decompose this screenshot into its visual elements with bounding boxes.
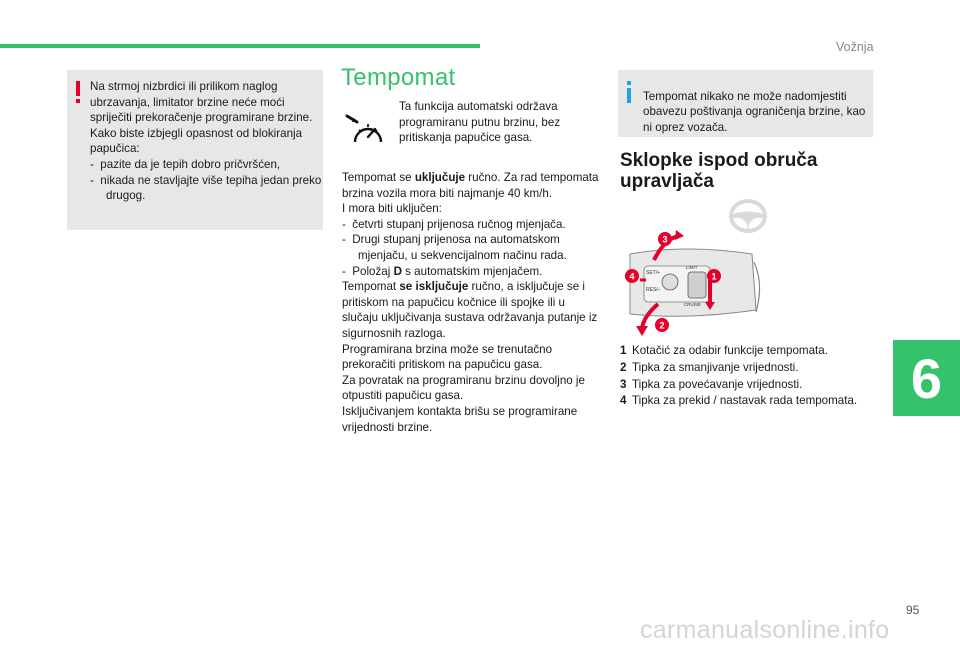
set-plus-label: SET/+ (646, 270, 661, 276)
mode-selector (688, 272, 706, 298)
info-text: Tempomat nikako ne može nadomjestiti obavezu poštivanja ograničenja brzine, kao ni oprez vozača. (643, 89, 866, 134)
cruise-control-speedometer-icon (345, 112, 387, 148)
legend-item: 2 Tipka za smanjivanje vrijednosti. (620, 360, 799, 374)
warning-bullet: - nikada ne stavljajte više tepiha jedan preko drugog. (90, 173, 322, 203)
tempomat-heading: Tempomat (341, 64, 456, 91)
paragraph: Programirana brzina može se trenutačno prekoračiti pritiskom na papučicu gasa. (342, 342, 553, 372)
warning-line: spriječiti prekoračenje programirane brzine. (90, 111, 313, 125)
watermark: carmanualsonline.info (640, 616, 890, 644)
warning-box (67, 70, 323, 230)
svg-text:4: 4 (629, 271, 635, 282)
warning-line: papučica: (90, 142, 140, 156)
warning-line: Na strmoj nizbrdici ili prilikom naglog (90, 80, 278, 93)
paragraph: Za povratak na programiranu brzinu dovoljno je otpustiti papučicu gasa. (342, 373, 585, 403)
tempomat-body (342, 170, 604, 435)
info-icon (626, 81, 632, 103)
legend-item: 1 Kotačić za odabir funkcije tempomata. (620, 344, 828, 357)
paragraph: Isključivanjem kontakta brišu se programirane vrijednosti brzine. (342, 404, 578, 434)
section-title: Vožnja (836, 40, 874, 54)
paragraph: Tempomat se uključuje ručno. Za rad tempomata brzina vozila mora biti najmanje 40 km/h. (342, 171, 599, 200)
list-item: - Drugi stupanj prijenosa na automatskom mjenjaču, u sekvencijalnom načinu rada. (342, 233, 567, 262)
switches-legend (620, 343, 860, 410)
warning-text (90, 79, 322, 204)
svg-text:2: 2 (659, 320, 665, 331)
steering-switches-figure (606, 224, 766, 344)
page-number: 95 (906, 603, 920, 617)
list-item: - četvrti stupanj prijenosa ručnog mjenjača. (342, 217, 566, 231)
limit-label: LIMIT (686, 265, 698, 270)
warning-line: Kako biste izbjegli opasnost od blokiranja (90, 126, 303, 140)
chapter-tab: 6 (893, 340, 960, 416)
svg-text:1: 1 (711, 271, 717, 282)
svg-text:3: 3 (662, 234, 668, 245)
warning-bullet: - pazite da je tepih dobro pričvršćen, (90, 157, 281, 171)
warning-line: ubrzavanja, limitator brzine neće moći (90, 95, 285, 109)
info-box (618, 70, 873, 137)
switches-heading: Sklopke ispod obruča upravljača (620, 150, 818, 192)
res-minus-label: RES/– (646, 287, 661, 293)
header-accent-bar (0, 44, 480, 48)
list-item: - Položaj D s automatskim mjenjačem. (342, 264, 543, 278)
cruise-label: CRUISE (684, 302, 702, 307)
selector-wheel (662, 274, 678, 290)
legend-item: 3 Tipka za povećavanje vrijednosti. (620, 377, 803, 391)
tempomat-intro: Ta funkcija automatski održava programiranu putnu brzinu, bez pritiskanja papučice gasa. (399, 100, 561, 145)
legend-item: 4 Tipka za prekid / nastavak rada tempomata. (620, 394, 858, 408)
paragraph: Tempomat se isključuje ručno, a isključuje se i pritiskom na papučicu kočnice ili spojke ili u slučaju uključivanja sustava održavanja putanje iz sigurnosnih razloga. (342, 280, 598, 340)
paragraph: I mora biti uključen: (342, 202, 442, 216)
exclamation-icon (75, 81, 81, 103)
